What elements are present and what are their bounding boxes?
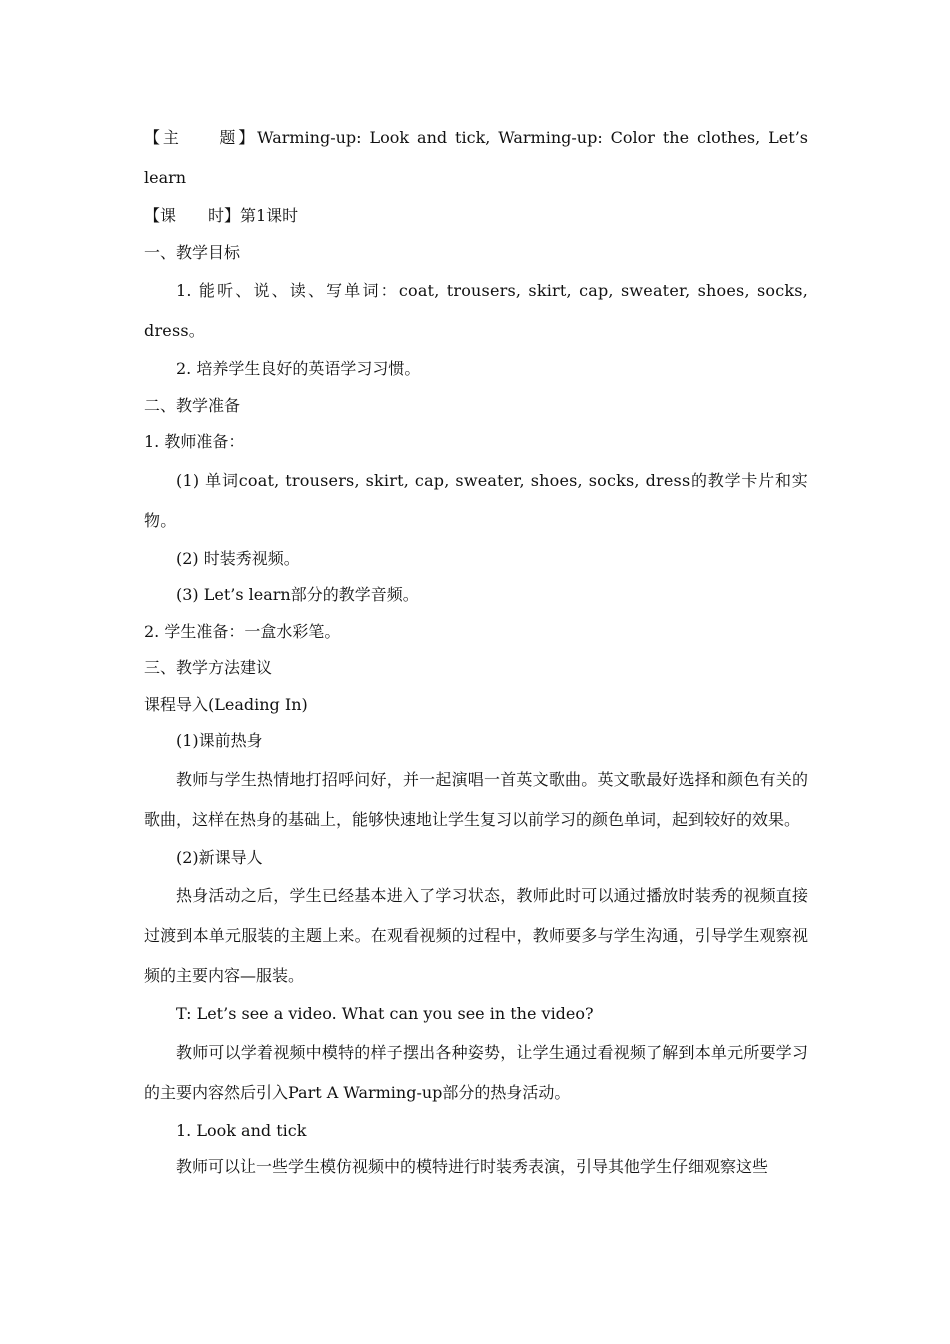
teacher-prep-item-1: (1) 单词coat, trousers, skirt, cap, sweater, shoes, socks, dress的教学卡片和实物。 [144, 470, 808, 530]
student-prep: 2. 学生准备：一盒水彩笔。 [144, 621, 341, 641]
section-heading-methods: 三、教学方法建议 [144, 658, 273, 677]
new-lesson-paragraph: 热身活动之后，学生已经基本进入了学习状态，教师此时可以通过播放时装秀的视频直接过渡到本单元服装的主题上来。在观看视频的过程中，教师要多与学生沟通，引导学生观察视频的主要内容—服装。 [144, 886, 808, 985]
topic-line: 【主 题】Warming-up: Look and tick, Warming-up: Color the clothes, Let’s learn [144, 128, 808, 187]
section-heading-preparation: 二、教学准备 [144, 395, 241, 415]
teacher-prep-item-2: (2) 时装秀视频。 [176, 548, 300, 568]
teacher-prep-item-3: (3) Let’s learn部分的教学音频。 [176, 585, 419, 604]
period-line: 【课 时】第1课时 [144, 206, 299, 225]
teacher-prep-title: 1. 教师准备： [144, 432, 245, 451]
look-and-tick-paragraph: 教师可以让一些学生模仿视频中的模特进行时装秀表演，引导其他学生仔细观察这些 [176, 1157, 769, 1176]
warmup-paragraph: 教师与学生热情地打招呼问好，并一起演唱一首英文歌曲。英文歌最好选择和颜色有关的歌曲，这样在热身的基础上，能够快速地让学生复习以前学习的颜色单词，起到较好的效果。 [144, 769, 808, 829]
model-paragraph: 教师可以学着视频中模特的样子摆出各种姿势，让学生通过看视频了解到本单元所要学习的主要内容然后引入Part A Warming-up部分的热身活动。 [144, 1042, 808, 1102]
warmup-title: (1)课前热身 [176, 731, 263, 750]
look-and-tick-title: 1. Look and tick [176, 1120, 307, 1140]
document-body [144, 120, 808, 1186]
objective-item-1: 1. 能听、说、读、写单词：coat, trousers, skirt, cap, sweater, shoes, socks, dress。 [144, 281, 808, 340]
objective-item-2: 2. 培养学生良好的英语学习习惯。 [176, 359, 421, 378]
section-heading-objectives: 一、教学目标 [144, 242, 241, 262]
leading-in-title: 课程导入(Leading In) [144, 694, 308, 714]
new-lesson-title: (2)新课导人 [176, 847, 263, 867]
dialog-line: T: Let’s see a video. What can you see in the video? [176, 1004, 594, 1023]
